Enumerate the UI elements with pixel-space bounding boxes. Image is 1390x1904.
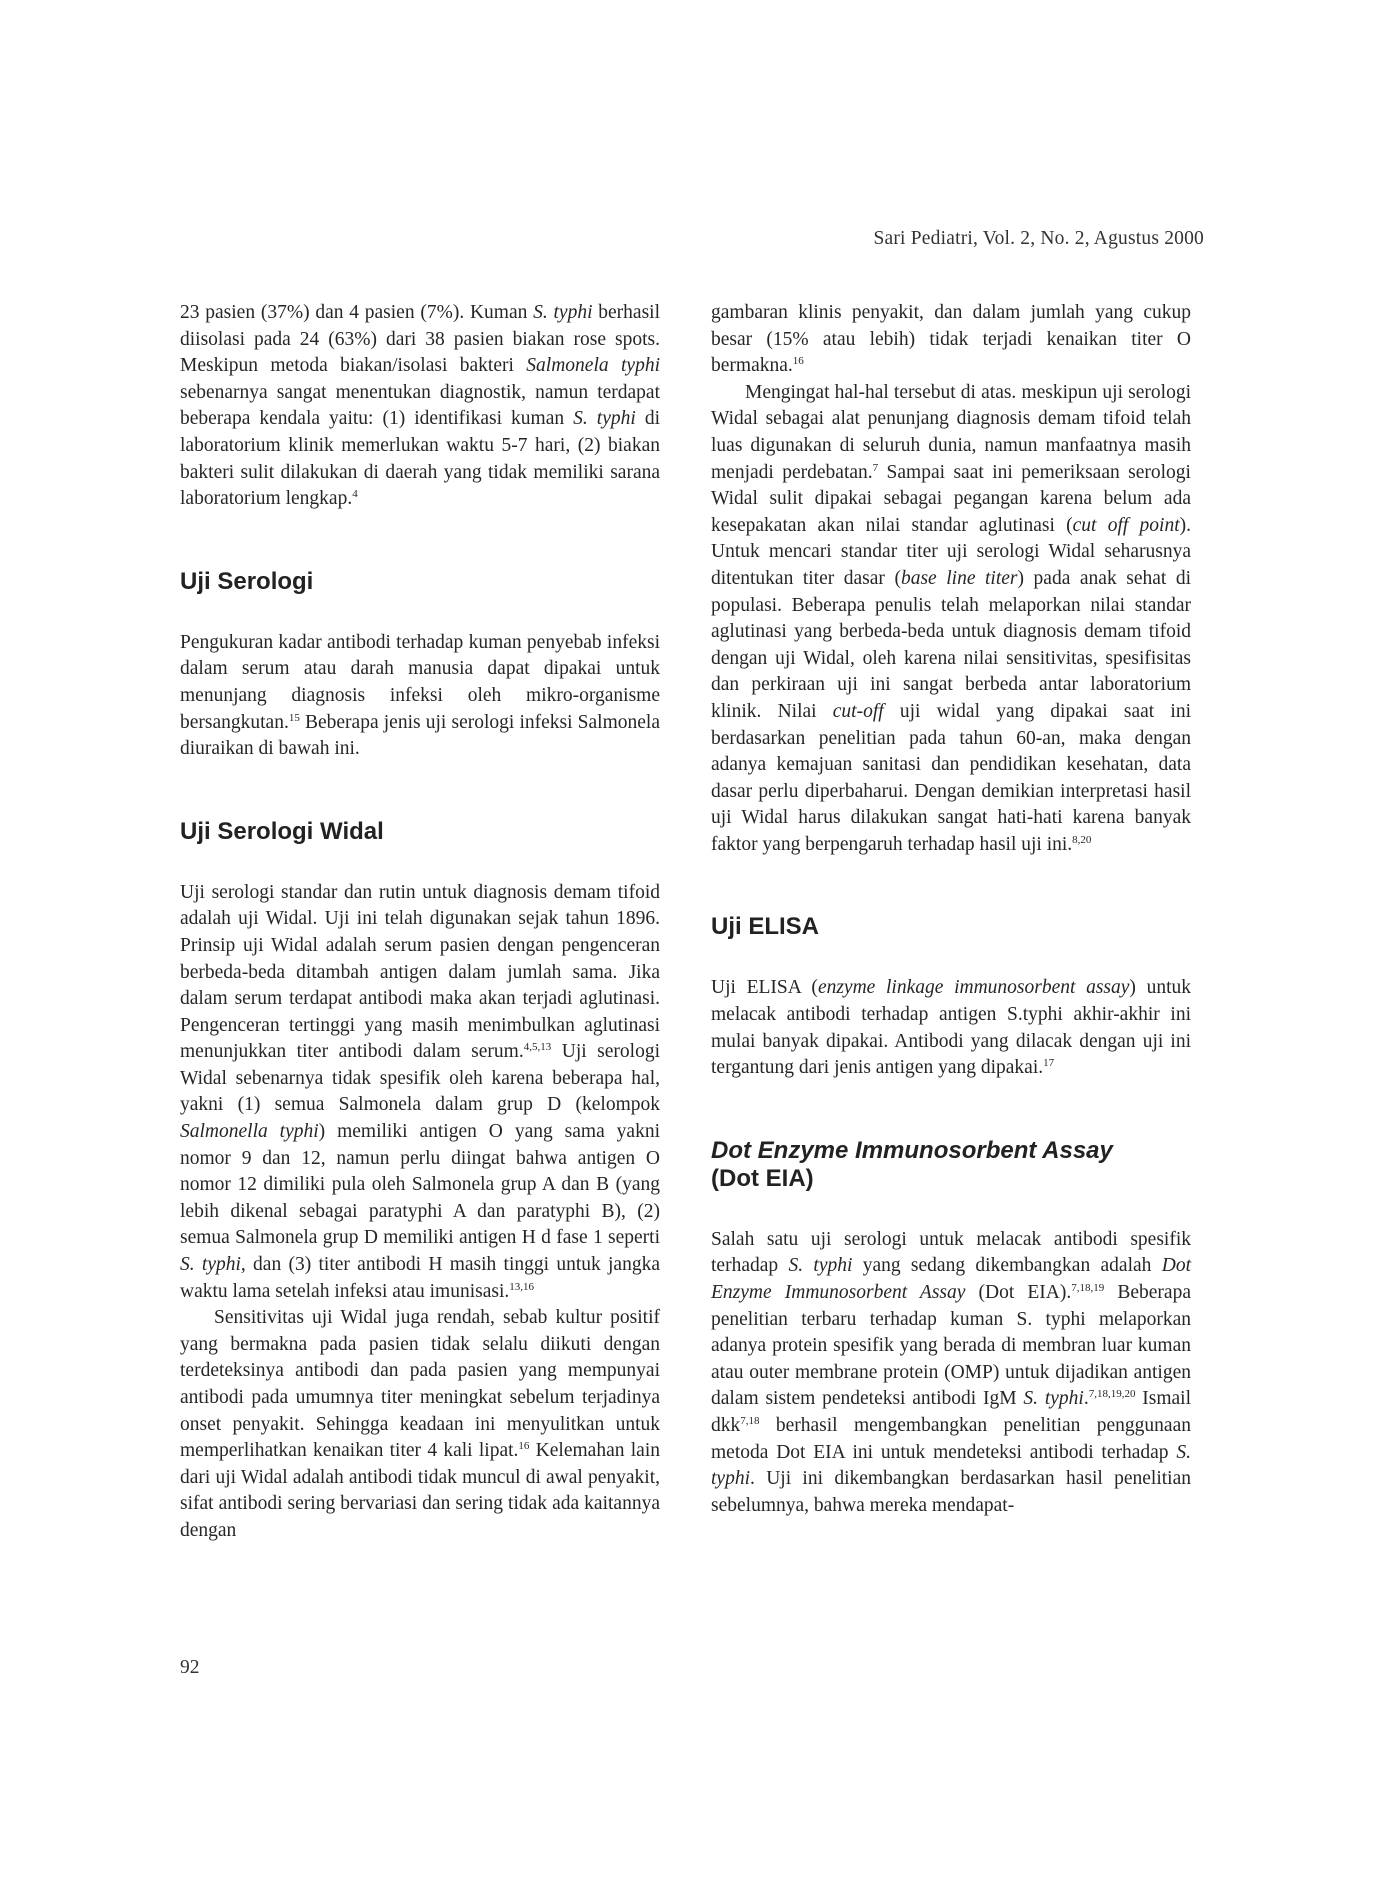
- section-heading-uji-serologi-widal: Uji Serologi Widal: [180, 817, 384, 845]
- citation: 7: [872, 461, 879, 474]
- citation: 7,18: [740, 1415, 760, 1427]
- paragraph: Mengingat hal-hal tersebut di atas. meskipun uji serologi Widal sebagai alat penunjang diagnosis demam tifoid telah luas digunakan di seluruh dunia, namun manfaatnya masih menjadi perdebatan.$^7$ Sampai saat ini pemeriksaan serologi Widal sulit dipakai sebagai pegangan karena belum ada kesepakatan akan nilai standar aglutinasi (cut off point). Untuk mencari standar titer uji serologi Widal seharusnya ditentukan titer dasar (base line titer) pada anak sehat di populasi. Beberapa penulis telah melaporkan nilai standar aglutinasi yang berbeda-beda untuk diagnosis demam tifoid dengan uji Widal, oleh karena nilai sensitivitas, spesifisitas dan perkiraan uji ini sangat berbeda antar laboratorium klinik. Nilai cut-off uji widal yang dipakai saat ini berdasarkan penelitian pada tahun 60-an, maka dengan adanya kemajuan sanitasi dan pendidikan kesehatan, data dasar perlu diperbaharui. Dengan demikian interpretasi hasil uji Widal harus dilakukan sangat hati-hati karena banyak faktor yang berpengaruh terhadap hasil uji ini.$^{8,20}$: [711, 381, 1191, 855]
- citation: 15: [288, 711, 300, 724]
- citation: 13,16: [509, 1280, 534, 1293]
- paragraph: Salah satu uji serologi untuk melacak antibodi spesifik terhadap S. typhi yang sedang dikembangkan adalah Dot Enzyme Immunosorbent Assay (Dot EIA).$^{7,18,19}$ Beberapa penelitian terbaru terhadap kuman S. typhi melaporkan adanya protein spesifik yang berada di membran luar kuman atau outer membrane protein (OMP) untuk dijadikan antigen dalam sistem pendeteksi antibodi IgM S. typhi.$^{7,18,19,20}$ Ismail dkk$^{7,18}$ berhasil mengembangkan penelitian penggunaan metoda Dot EIA ini untuk mendeteksi antibodi terhadap S. typhi. Uji ini dikembangkan berdasarkan hasil penelitian sebelumnya, bahwa mereka mendapat-: [711, 1228, 1191, 1516]
- citation: 16: [792, 355, 804, 368]
- citation: 7,18,19: [1071, 1282, 1105, 1295]
- section-heading-uji-elisa: Uji ELISA: [711, 913, 820, 941]
- citation: 16: [518, 1440, 530, 1453]
- right-column: [711, 300, 1191, 1519]
- paragraph: Uji ELISA (enzyme linkage immunosorbent assay) untuk melacak antibodi terhadap antigen S.typhi akhir-akhir ini mulai banyak dipakai. Antibodi yang dilacak dengan uji ini tergantung dari jenis antigen yang dipakai.$^{17}$: [711, 977, 1191, 1079]
- running-head: Sari Pediatri, Vol. 2, No. 2, Agustus 2000: [873, 228, 1204, 249]
- paragraph: gambaran klinis penyakit, dan dalam jumlah yang cukup besar (15% atau lebih) tidak terjadi kenaikan titer O bermakna.$^{16}$: [711, 302, 1191, 377]
- section-heading-uji-serologi: Uji Serologi: [180, 567, 314, 595]
- citation: 8,20: [1072, 833, 1092, 846]
- paragraph: Pengukuran kadar antibodi terhadap kuman penyebab infeksi dalam serum atau darah manusia dapat dipakai untuk menunjang diagnosis infeksi oleh mikro-organisme bersangkutan.$^{15}$ Beberapa jenis uji serologi infeksi Salmonela diuraikan di bawah ini.: [180, 631, 660, 760]
- citation: 17: [1043, 1057, 1055, 1070]
- paragraph: 23 pasien (37%) dan 4 pasien (7%). Kuman S. typhi berhasil diisolasi pada 24 (63%) dari 38 pasien biakan rose spots. Meskipun metoda biakan/isolasi bakteri Salmonela typhi sebenarnya sangat menentukan diagnostik, namun terdapat beberapa kendala yaitu: (1) identifikasi kuman S. typhi di laboratorium klinik memerlukan waktu 5-7 hari, (2) biakan bakteri sulit dilakukan di daerah yang tidak memiliki sarana laboratorium lengkap.$^4$: [180, 302, 661, 510]
- section-heading-dot-eia-abbr: (Dot EIA): [711, 1164, 814, 1192]
- left-column: [180, 300, 660, 1545]
- section-heading-dot-eia: Dot Enzyme Immunosorbent Assay: [711, 1136, 1113, 1164]
- citation: 4,5,13: [523, 1041, 552, 1054]
- paragraph: Uji serologi standar dan rutin untuk diagnosis demam tifoid adalah uji Widal. Uji ini telah digunakan sejak tahun 1896. Prinsip uji Widal adalah serum pasien dengan pengenceran berbeda-beda ditambah antigen dalam jumlah sama. Jika dalam serum terdapat antibodi maka akan terjadi aglutinasi. Pengenceran tertinggi yang masih menimbulkan aglutinasi menunjukkan titer antibodi dalam serum.$^{4,5,13}$ Uji serologi Widal sebenarnya tidak spesifik oleh karena beberapa hal, yakni (1) semua Salmonela dalam grup D (kelompok Salmonella typhi) memiliki antigen O yang sama yakni nomor 9 dan 12, namun perlu diingat bahwa antigen O nomor 12 dimiliki pula oleh Salmonela grup A dan B (yang lebih dikenal sebagai paratyphi A dan paratyphi B), (2) semua Salmonela grup D memiliki antigen H d fase 1 seperti S. typhi, dan (3) titer antibodi H masih tinggi untuk jangka waktu lama setelah infeksi atau imunisasi.$^{13,16}$: [180, 881, 660, 1302]
- citation: 4: [352, 488, 358, 501]
- citation: 7,18,19,20: [1088, 1388, 1136, 1401]
- page-number: 92: [180, 1657, 200, 1678]
- paragraph: Sensitivitas uji Widal juga rendah, sebab kultur positif yang bermakna pada pasien tidak selalu diikuti dengan terdeteksinya antibodi dan pada pasien yang mempunyai antibodi pada umumnya titer meningkat sebelum terjadinya onset penyakit. Sehingga keadaan ini menyulitkan untuk memperlihatkan kenaikan titer 4 kali lipat.$^{16}$ Kelemahan lain dari uji Widal adalah antibodi tidak muncul di awal penyakit, sifat antibodi sering bervariasi dan sering tidak ada kaitannya dengan: [180, 1307, 660, 1541]
